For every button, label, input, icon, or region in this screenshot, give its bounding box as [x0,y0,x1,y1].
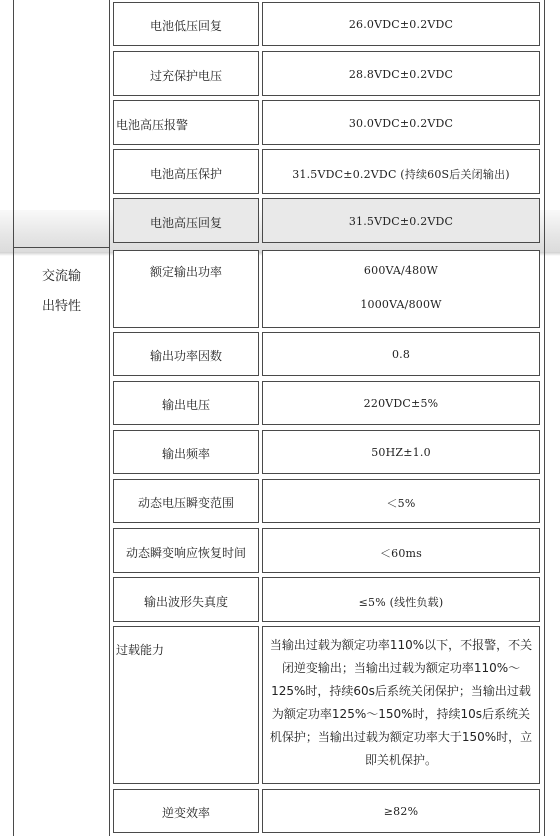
row-value: 31.5VDC±0.2VDC (持续60S后关闭输出) [292,168,510,181]
label-cell-waveform-distortion [113,577,259,622]
row-label: 过充保护电压 [149,69,222,83]
label-cell-output-frequency [113,430,259,474]
row-value: 30.0VDC±0.2VDC [348,117,454,130]
row-label: 动态瞬变响应恢复时间 [125,546,246,560]
row-value: 26.0VDC±0.2VDC [348,18,454,31]
row-label: 输出功率因数 [149,349,222,363]
row-value: 28.8VDC±0.2VDC [348,68,454,81]
row-label: 电池高压回复 [149,216,222,230]
value-cell-waveform-distortion [262,577,540,622]
value-cell-overcharge-protection [262,51,540,96]
row-label: 输出频率 [161,447,210,461]
label-cell-dynamic-voltage-range [113,479,259,523]
value-cell-battery-high-protection [262,149,540,194]
value-cell-overload-capacity [262,626,540,784]
row-label: 电池高压保护 [149,167,222,181]
label-cell-battery-high-protection [113,149,259,194]
row-value: 220VDC±5% [363,397,439,410]
table-right-border [544,0,545,836]
overload-description: 当输出过载为额定功率110%以下，不报警，不关闭逆变输出；当输出过载为额定功率110%～125%时，持续60s后系统关闭保护；当输出过载为额定功率125%～150%时，持续10s后系统关机保护；当输出过载为额定功率大于150%时，立即关机保护。 [269,638,533,767]
value-cell-battery-low-recovery [262,2,540,46]
value-cell-output-voltage [262,381,540,425]
value-cell-dynamic-voltage-range [262,479,540,523]
row-value: ＜60ms [379,547,423,560]
value-cell-transient-recovery-time [262,528,540,573]
table-left-border [13,0,14,836]
value-cell-battery-high-alarm [262,100,540,145]
label-cell-battery-high-recovery [113,198,259,243]
value-cell-battery-high-recovery [262,198,540,243]
row-value: ＜5% [386,497,416,510]
value-cell-inverter-efficiency [262,789,540,833]
label-cell-output-power-factor [113,332,259,376]
row-label: 过载能力 [116,643,165,657]
label-cell-transient-recovery-time [113,528,259,573]
section-divider [13,247,109,248]
row-value: 0.8 [391,348,411,361]
section-label-line-1: 交流输 [41,269,81,284]
row-label: 逆变效率 [161,806,210,820]
row-label: 动态电压瞬变范围 [137,496,234,510]
row-label: 输出电压 [161,398,210,412]
value-cell-rated-output-power [262,250,540,328]
value-cell-output-frequency [262,430,540,474]
value-cell-output-power-factor [262,332,540,376]
section-label-line-2: 出特性 [41,299,81,314]
section-label [14,262,109,322]
label-cell-battery-high-alarm [113,100,259,145]
row-label: 输出波形失真度 [143,595,228,609]
label-cell-overcharge-protection [113,51,259,96]
rated-power-value-2: 1000VA/800W [360,298,442,311]
row-label: 电池低压回复 [149,19,222,33]
row-value: 50HZ±1.0 [371,446,431,459]
row-label: 电池高压报警 [116,118,189,132]
row-value: ≤5% (线性负载) [358,596,444,609]
label-cell-battery-low-recovery [113,2,259,46]
row-label: 额定输出功率 [149,265,222,279]
row-value: ≥82% [383,805,419,818]
label-cell-output-voltage [113,381,259,425]
label-cell-rated-output-power [113,250,259,328]
column-divider [109,0,110,836]
row-value: 31.5VDC±0.2VDC [348,215,454,228]
label-cell-inverter-efficiency [113,789,259,833]
rated-power-value-1: 600VA/480W [363,264,439,277]
label-cell-overload-capacity [113,626,259,784]
